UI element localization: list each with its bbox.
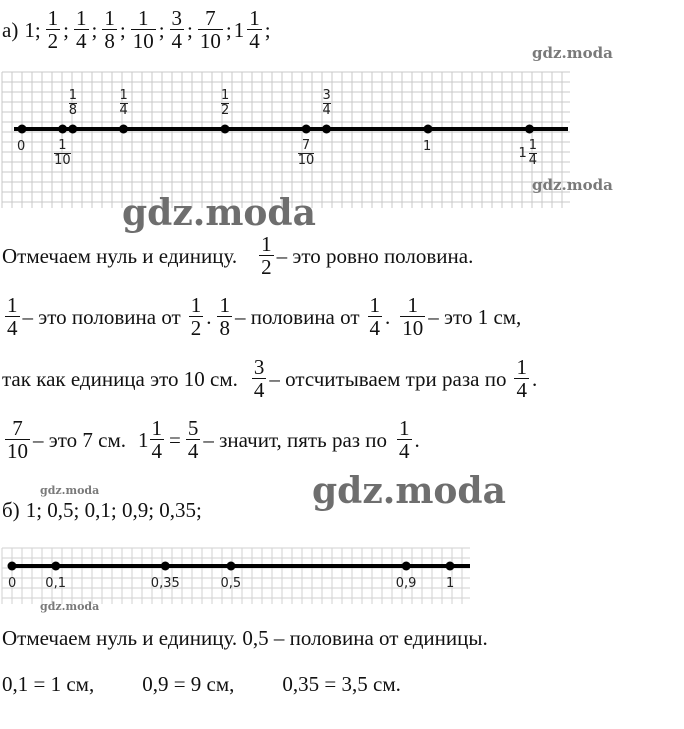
text: .: [414, 427, 420, 452]
text: .: [531, 366, 538, 391]
point-label: 3 4: [322, 88, 331, 118]
watermark: gdz.moda: [40, 484, 100, 497]
fraction: $\frac{3}{4}$: [253, 355, 265, 402]
list-fraction: $\frac{7}{10}$: [199, 6, 221, 53]
list-separator: ;: [187, 17, 193, 42]
text: Отмечаем нуль и единицу. 0,5 – половина от единицы.: [2, 626, 488, 650]
point-label: 1 1 4: [518, 138, 538, 168]
watermark: gdz.moda: [122, 192, 316, 234]
text: – это 7 см.: [33, 427, 127, 452]
equation: 0,1 = 1 см,: [2, 672, 95, 696]
fraction: $\frac{1}{4}$: [7, 293, 18, 340]
list-mixed-number: 1 $\frac{1}{4}$: [233, 6, 260, 53]
point-label: 0,5: [220, 576, 242, 591]
equation: 0,9 = 9 см,: [142, 672, 235, 696]
point-marker: [402, 562, 411, 571]
list-fraction: $\frac{1}{2}$: [47, 6, 59, 53]
text: – это ровно половина.: [276, 243, 474, 268]
point-label: 0: [17, 139, 26, 154]
point-label: 1 2: [221, 88, 230, 118]
list-fraction: $\frac{3}{4}$: [171, 6, 183, 53]
list-separator: ;: [264, 17, 271, 42]
text: – значит, пять раз по: [203, 427, 388, 452]
list-separator: ;: [91, 17, 98, 42]
fraction: $\frac{1}{10}$: [402, 293, 424, 340]
list-fraction: $\frac{1}{4}$: [76, 6, 87, 53]
list-separator: ;: [34, 17, 41, 42]
fraction: $\frac{1}{2}$: [190, 293, 202, 340]
part-a-label: а): [2, 17, 19, 42]
list-separator: ;: [225, 17, 232, 42]
point-label: 1 8: [68, 88, 78, 118]
point-label: 1 10: [54, 138, 71, 168]
point-label: 0,1: [45, 576, 66, 591]
mixed-whole: 1: [138, 427, 149, 452]
point-marker: [446, 562, 455, 571]
fraction: $\frac{1}{4}$: [369, 293, 381, 340]
list-separator: ;: [119, 17, 126, 42]
point-marker: [227, 562, 236, 571]
text: – половина от: [234, 304, 360, 329]
point-marker: [161, 562, 170, 571]
watermark: gdz.moda: [312, 470, 506, 512]
point-label: 0,35: [150, 576, 180, 591]
text: – это 1 см,: [428, 304, 522, 329]
fraction: $\frac{1}{2}$: [261, 232, 272, 279]
point-label: 0,9: [395, 576, 417, 591]
explanation-b-line-2: [2, 672, 401, 697]
text: – отсчитываем три раза по: [269, 366, 507, 391]
list-fraction: $\frac{1}{8}$: [104, 6, 115, 53]
list-separator: ;: [63, 17, 70, 42]
list-fraction: $\frac{1}{10}$: [132, 6, 154, 53]
point-marker: [8, 562, 17, 571]
list-integer: 1: [24, 17, 35, 42]
fraction: $\frac{1}{4}$: [516, 355, 527, 402]
point-label: 1: [423, 139, 432, 154]
list-separator: ;: [158, 17, 165, 42]
explanation-b-line-1: [2, 626, 488, 651]
equation: 0,35 = 3,5 см.: [282, 672, 401, 696]
point-label: 1 4: [119, 88, 128, 118]
text: .: [206, 304, 212, 329]
text: Отмечаем нуль и единицу.: [2, 243, 238, 268]
fraction: $\frac{7}{10}$: [7, 416, 28, 463]
point-label: 7 10: [297, 138, 315, 168]
text: так как единица это 10 см.: [2, 366, 238, 391]
point-marker: [51, 562, 60, 571]
fraction: $\frac{1}{4}$: [151, 416, 163, 463]
part-b-values: 1; 0,5; 0,1; 0,9; 0,35;: [25, 498, 202, 522]
part-b-label: б): [2, 498, 20, 522]
watermark: gdz.moda: [40, 600, 100, 613]
equals-sign: =: [169, 427, 181, 452]
text: .: [385, 304, 391, 329]
watermark: gdz.moda: [532, 176, 613, 194]
watermark: gdz.moda: [532, 44, 613, 62]
point-label: 0: [8, 576, 17, 591]
fraction: $\frac{1}{4}$: [399, 416, 410, 463]
text: – это половина от: [22, 304, 181, 329]
point-label: 1: [446, 576, 455, 591]
fraction: $\frac{1}{8}$: [219, 293, 230, 340]
fraction: $\frac{5}{4}$: [187, 416, 199, 463]
